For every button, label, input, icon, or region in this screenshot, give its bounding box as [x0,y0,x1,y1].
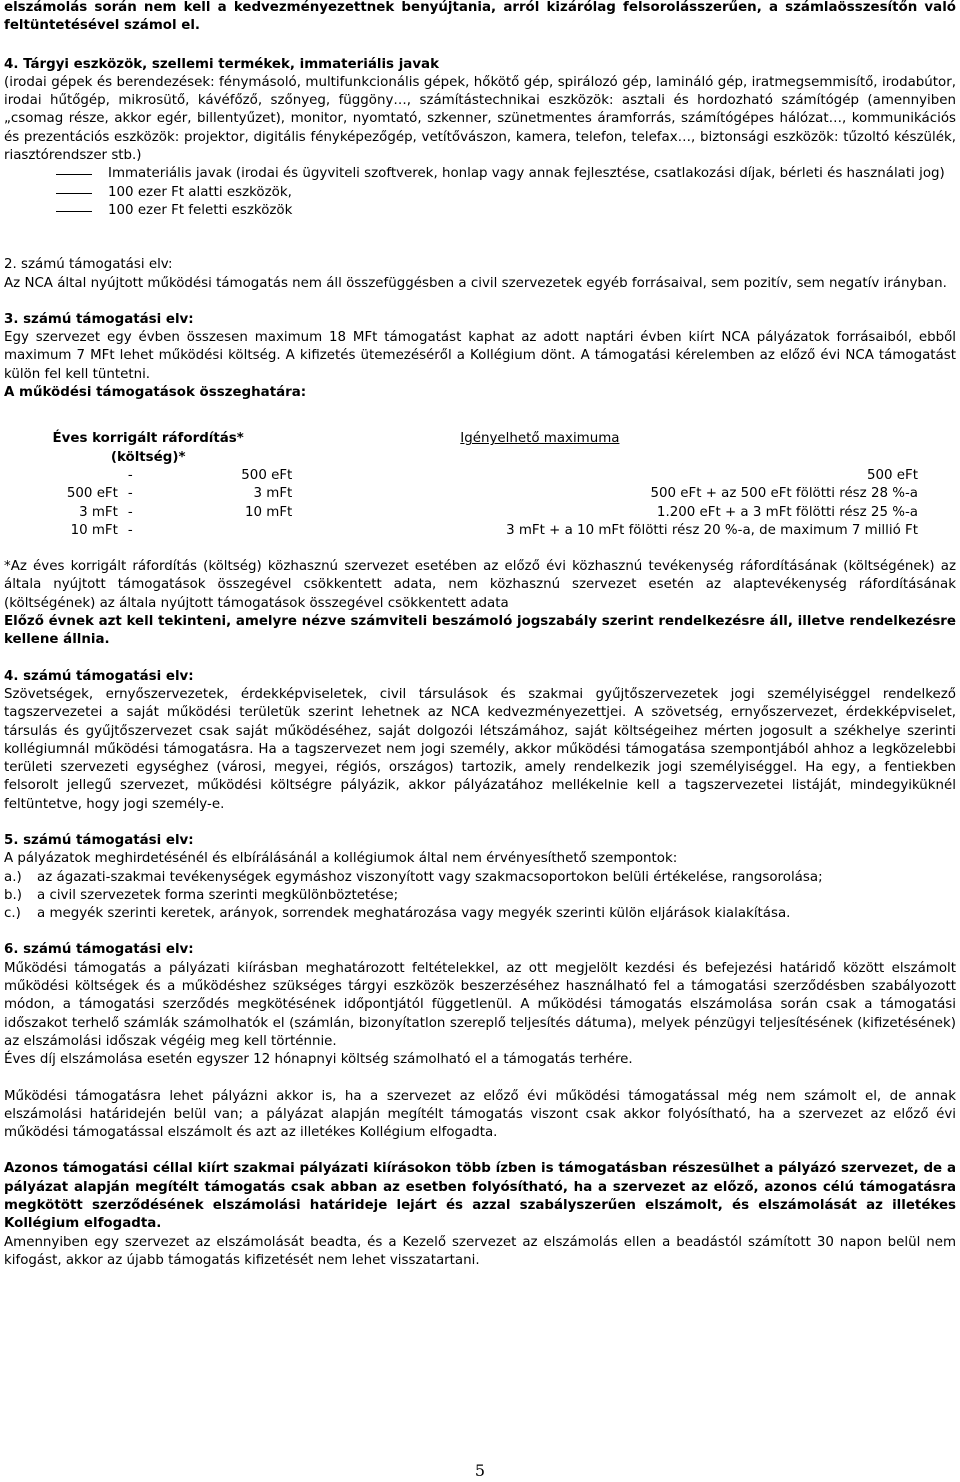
principle4-text: Szövetségek, ernyőszervezetek, érdekképviseletek, civil társulások és szakmai gyűjtőszervezetek jogi személyiséggel rendelkező tagszervezetei a saját működési területük szerint lehetnek az NCA kedvezményezettjei. A szövetség, ernyőszervezet, érdekképviselet, társulás és gyűjtőszervezet csak saját működéséhez, saját dolgozói létszámához, saját költségeihez mérten jogosult a székhelye szerinti kollégiumnál működési támogatásra. Ha a tagszervezet nem jogi személy, akkor működési támogatása szempontjából ahhoz a legközelebbi területi szervezeti egységhez (városi, megyei, régiós, országos) tartozik, amely rendelkezik jogi személyiséggel. Ha egy, a fentiekben felsorolt jellegű szervezet, működési költségre pályázik, akkor pályázatához mellékelnie kell a tagszervezetei listáját, mindegyiküknél feltüntetve, hogy jogi személy-e. [4,686,956,812]
section4-body: (irodai gépek és berendezések: fénymásoló, multifunkcionális gépek, hőkötő gép, spirálozó gép, lamináló gép, iratmegsemmisítő, irodabútor, irodai hűtőgép, mikrosütő, kávéfőző, szőnyeg, függöny…, számítástechnikai eszközök: asztali és hordozható számítógép (amennyiben „csomag része, akkor egér, billentyűzet), monitor, nyomtató, szkenner, szünetmentes áramforrás, számítógépes hálózat…, kommunikációs és prezentációs eszközök: projektor, digitális fényképezőgép, vetítővászon, kamera, telefon, telefax…, biztonsági eszközök: tűzoltó készülék, riasztórendszer stb.) [4,74,956,164]
dash-bullet [56,211,92,212]
principle3-text: Egy szervezet egy évben összesen maximum 18 MFt támogatást kaphat az adott naptári évben kiírt NCA pályázatok forrásaiból, ebből maximum 7 MFt lehet működési költség. A kifizetés ütemezéséről a Kollégium dönt. A támogatási kérelemben az előző évi NCA támogatást külön fel kell tüntetni. [4,330,956,382]
intro-paragraph: elszámolás során nem kell a kedvezményezettnek benyújtania, arról kizárólag felsorolásszerűen, a számlaösszesítőn való feltüntetésével számol el. [4,0,956,34]
principle5-intro: A pályázatok meghirdetésénél és elbírálásánál a kollégiumok által nem érvényesíthető szempontok: [4,851,678,867]
dash-bullet [56,193,92,194]
principle3-heading: 3. számú támogatási elv: [4,311,194,327]
principle5-heading: 5. számú támogatási elv: [4,832,194,848]
table-row: 500 eFt - 3 mFt 500 eFt + az 500 eFt fölötti rész 28 %-a [66,486,918,502]
caps-col1-header: Éves korrigált ráfordítás* (költség)* [52,431,244,465]
caps-table [4,430,956,540]
principle6-p4: Azonos támogatási céllal kiírt szakmai pályázati kiírásokon több ízben is támogatásban részesülhet a pályázó szervezet, de a pályázat alapján megítélt támogatás csak abban az esetben folyósítható, ha a szervezet az előző, azonos célú támogatásra megkötött szerződésének elszámolási határideje lejárt és azzal szabályszerűen elszámolt, és elszámolását az illetékes Kollégium elfogadta. [4,1161,956,1232]
list-item: 100 ezer Ft feletti eszközök [4,202,956,220]
principle6-p1: Működési támogatás a pályázati kiírásban meghatározott feltételekkel, az ott megjelölt kezdési és befejezési határidő között elszámolt működési költségek és a működéshez szükséges tárgyi eszközök beszerzéséhez használható fel a támogatási szerződésben szabályozott módon, a támogatási szerződés megkötésének időpontjától függetlenül. A működési támogatás elszámolása során csak a támogatási időszakot terhelő számlák számolhatók el (számlán, bizonyítatlon szereplő teljesítés dátuma), melyek pénzügyi teljesítésének (kifizetésének) az elszámolási időszak végéig meg kell történnie. [4,960,956,1049]
principle6-p2: Éves díj elszámolása esetén egyszer 12 hónapnyi költség számolható el a támogatás terhére. [4,1052,633,1068]
caps-col2-header: Igényelhető maximuma [460,431,620,447]
footnote-text: *Az éves korrigált ráfordítás (költség) közhasznú szervezet esetében az előző évi közhasznú tevékenység ráfordításának (költségének) az általa nyújtott támogatások összegével csökkentett adata, nem közhasznú szervezet esetén az alaptevékenység ráfordításának (költségének) az általa nyújtott támogatások összegével csökkentett adata [4,559,956,611]
table-row [4,430,956,467]
principle5-list [4,869,956,924]
principle6-heading: 6. számú támogatási elv: [4,942,194,958]
list-item: 100 ezer Ft alatti eszközök, [4,184,956,202]
list-item: b.) a civil szervezetek forma szerinti megkülönböztetése; [4,887,399,903]
principle6-p5: Amennyiben egy szervezet az elszámolását beadta, és a Kezelő szervezet az elszámolás ellen a beadástól számított 30 napon belül nem kifogást, akkor az újabb támogatás kifizetését nem lehet visszatartani. [4,1234,956,1268]
section4-list [4,165,956,220]
list-item: a.) az ágazati-szakmai tevékenységek egymáshoz viszonyított vagy szakmacsoportokon belüli értékelése, rangsorolása; [4,869,823,885]
section4-heading: 4. Tárgyi eszközök, szellemi termékek, immateriális javak [4,56,439,72]
footnote-bold: Előző évnek azt kell tekinteni, amelyre nézve számviteli beszámoló jogszabály szerint rendelkezésre áll, illetve rendelkezésre kellene állnia. [4,614,956,648]
dash-bullet [56,174,92,175]
principle2-heading: 2. számú támogatási elv: [4,257,173,273]
page-number: 5 [474,1461,486,1480]
principle4-heading: 4. számú támogatási elv: [4,668,194,684]
list-item: c.) a megyék szerinti keretek, arányok, sorrendek meghatározása vagy megyék szerinti külön eljárások kialakítása. [4,906,791,922]
principle6-p3: Működési támogatásra lehet pályázni akkor is, ha a szervezet az előző évi működési támogatással még nem számolt el, de annak elszámolási határidején belül van; a pályázat alapján megítélt támogatás viszont csak akkor folyósítható, ha a szervezet az előző évi működési támogatással elszámolt és azt az illetékes Kollégium elfogadta. [4,1088,956,1141]
table-row: - 500 eFt 500 eFt [127,467,918,483]
principle2-text: Az NCA által nyújtott működési támogatás nem áll összefüggésben a civil szervezetek egyéb forrásaival, sem pozitív, sem negatív irányban. [4,275,947,291]
document-page [4,0,956,1270]
caps-heading: A működési támogatások összeghatára: [4,385,307,401]
list-item: Immateriális javak (irodai és ügyviteli szoftverek, honlap vagy annak fejlesztése, csatlakozási díjak, bérleti és használati jog) [4,165,956,183]
table-row: 10 mFt - 3 mFt + a 10 mFt fölötti rész 20 %-a, de maximum 7 millió Ft [70,522,918,538]
caps-col2-header-cell [292,430,956,467]
table-row: 3 mFt - 10 mFt 1.200 eFt + a 3 mFt fölötti rész 25 %-a [79,504,918,520]
